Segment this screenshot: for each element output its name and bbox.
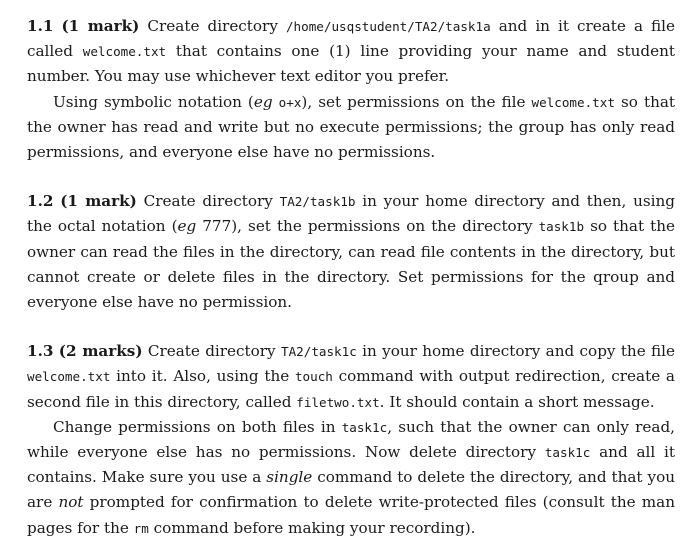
section-gap [27, 315, 675, 339]
section-1-2-paragraph-1 [27, 189, 675, 315]
italic-text: single [266, 468, 313, 487]
text: , such that the owner can only read, while everyone else has no permissions. Now delete directory [27, 417, 675, 462]
text: and all it contains. Make sure you use a [27, 443, 675, 487]
code-command: rm [133, 520, 149, 536]
section-marks: (2 marks) [58, 342, 143, 361]
section-number: 1.2 [27, 192, 54, 211]
text: Change permissions on both files in [53, 417, 342, 436]
section-marks: (1 mark) [60, 192, 137, 211]
text: command before making your recording). [148, 518, 476, 537]
text: ), set permissions on the file [301, 92, 532, 111]
text: and in it create a file called [27, 17, 676, 61]
italic-text: not [58, 493, 84, 512]
section-1-1-paragraph-2 [27, 90, 675, 166]
section-1-3-paragraph-2 [27, 415, 675, 541]
section-gap [27, 165, 675, 189]
section-marks: (1 mark) [61, 17, 140, 35]
section-number: 1.3 [27, 342, 54, 361]
section-1-3-paragraph-1 [27, 339, 675, 415]
text: 777), set the permissions on the directory [196, 217, 539, 236]
text: Create directory [147, 342, 281, 361]
text: into it. Also, using the [110, 367, 295, 386]
code-command: touch [294, 369, 333, 385]
code-path: /home/usqstudent/TA2/task1a [285, 19, 491, 34]
code-dirname: task1b [538, 219, 585, 235]
italic-text: eg [253, 92, 273, 111]
section-number: 1.1 [27, 17, 54, 35]
text: so that the owner has read and write but no execute permissions; the group has only read permissions, and everyone else have no permissions. [27, 92, 676, 162]
text: in your home directory and copy the file [356, 342, 676, 361]
text: so that the owner can read the files in the directory, can read file contents in the directory, but cannot create or delete files in the directory. Set permissions for the qroup and everyone else have no permission. [27, 217, 675, 312]
text: in your home directory and then, using the octal notation ( [27, 192, 676, 236]
code-path: TA2/task1b [279, 194, 356, 210]
code-path: TA2/task1c [280, 344, 357, 360]
code-filename: filetwo.txt [296, 394, 380, 410]
text: . It should contain a short message. [379, 392, 655, 411]
text: that contains one (1) line providing your name and student number. You may use whichever text editor you prefer. [27, 42, 675, 86]
text: command to delete the directory, and that you are [27, 468, 675, 512]
code-filename: welcome.txt [82, 44, 167, 60]
text: Create directory [143, 192, 280, 211]
code-dirname: task1c [544, 445, 591, 461]
text: Create directory [147, 17, 286, 35]
assignment-page [27, 14, 675, 541]
section-1-1-paragraph-1 [27, 14, 675, 90]
code-dirname: task1c [341, 419, 388, 435]
code-filename: welcome.txt [27, 369, 111, 385]
code-symbolic: o+x [278, 94, 302, 110]
italic-text: eg [177, 217, 197, 236]
text: command with output redirection, create a second file in this directory, called [27, 367, 675, 411]
text: Using symbolic notation ( [53, 92, 254, 111]
text: prompted for confirmation to delete write-protected files (consult the man pages for the [27, 493, 675, 537]
code-filename: welcome.txt [531, 94, 615, 110]
